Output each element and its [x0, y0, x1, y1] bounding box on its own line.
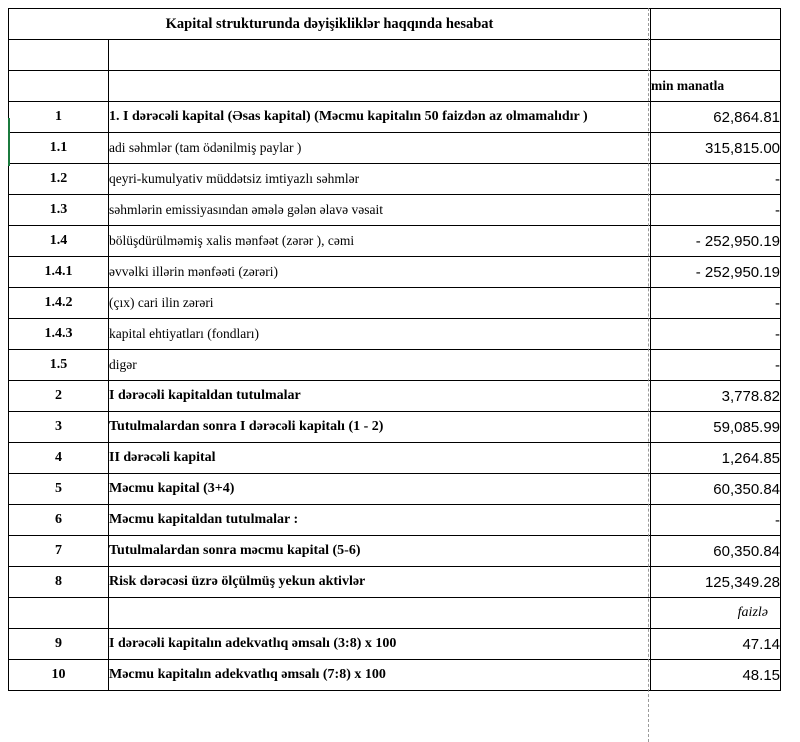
row-description: (çıx) cari ilin zərəri — [109, 288, 651, 319]
table-row — [9, 319, 781, 350]
row-value: - — [651, 505, 781, 536]
row-description: bölüşdürülməmiş xalis mənfəət (zərər ), cəmi — [109, 226, 651, 257]
row-number: 5 — [9, 474, 109, 505]
table-row — [9, 474, 781, 505]
row-value: - — [651, 350, 781, 381]
active-cell-marker — [8, 118, 10, 166]
row-description: Risk dərəcəsi üzrə ölçülmüş yekun aktivlər — [109, 567, 651, 598]
spacer-cell-val — [651, 40, 781, 71]
table-row — [9, 381, 781, 412]
table-row — [9, 288, 781, 319]
table-row — [9, 567, 781, 598]
title-right-spacer — [651, 9, 781, 40]
unit-row-num-spacer — [9, 71, 109, 102]
row-number: 7 — [9, 536, 109, 567]
row-number: 1.2 — [9, 164, 109, 195]
table-row — [9, 195, 781, 226]
unit-row — [9, 71, 781, 102]
row-description: II dərəcəli kapital — [109, 443, 651, 474]
table-row — [9, 350, 781, 381]
unit-row-desc-spacer — [109, 71, 651, 102]
row-number: 2 — [9, 381, 109, 412]
row-value: - — [651, 319, 781, 350]
row-number: 3 — [9, 412, 109, 443]
row-number: 1.1 — [9, 133, 109, 164]
percent-unit-row — [9, 598, 781, 629]
spacer-cell-num — [9, 40, 109, 71]
row-description: I dərəcəli kapitaldan tutulmalar — [109, 381, 651, 412]
row-value: 60,350.84 — [651, 536, 781, 567]
unit-label: min manatla — [651, 71, 781, 102]
row-number: 4 — [9, 443, 109, 474]
table-row — [9, 443, 781, 474]
row-value: 59,085.99 — [651, 412, 781, 443]
table-row — [9, 505, 781, 536]
row-number: 6 — [9, 505, 109, 536]
spacer-row-1 — [9, 40, 781, 71]
spreadsheet-sheet — [0, 8, 800, 742]
row-number: 9 — [9, 629, 109, 660]
row-description: adi səhmlər (tam ödənilmiş paylar ) — [109, 133, 651, 164]
row-number: 1.4.3 — [9, 319, 109, 350]
table-row — [9, 660, 781, 691]
row-description: Tutulmalardan sonra I dərəcəli kapitalı (1 - 2) — [109, 412, 651, 443]
row-description: Məcmu kapital (3+4) — [109, 474, 651, 505]
row-description: 1. I dərəcəli kapital (Əsas kapital) (Məcmu kapitalın 50 faizdən az olmamalıdır ) — [109, 102, 651, 133]
row-value: 125,349.28 — [651, 567, 781, 598]
row-number: 1.4.2 — [9, 288, 109, 319]
row-value: - 252,950.19 — [651, 226, 781, 257]
percent-row-desc-spacer — [109, 598, 651, 629]
table-row — [9, 536, 781, 567]
table-row — [9, 226, 781, 257]
row-value: - — [651, 195, 781, 226]
row-description: I dərəcəli kapitalın adekvatlıq əmsalı (3:8) x 100 — [109, 629, 651, 660]
row-number: 1.4 — [9, 226, 109, 257]
row-description: qeyri-kumulyativ müddətsiz imtiyazlı səhmlər — [109, 164, 651, 195]
table-row — [9, 133, 781, 164]
title-row — [9, 9, 781, 40]
percent-label: faizlə — [651, 598, 781, 629]
row-value: - — [651, 288, 781, 319]
capital-structure-report-table — [8, 8, 781, 691]
row-number: 10 — [9, 660, 109, 691]
row-description: Tutulmalardan sonra məcmu kapital (5-6) — [109, 536, 651, 567]
table-row — [9, 629, 781, 660]
row-description: səhmlərin emissiyasından əmələ gələn əlavə vəsait — [109, 195, 651, 226]
report-title: Kapital strukturunda dəyişikliklər haqqında hesabat — [9, 9, 651, 40]
row-number: 8 — [9, 567, 109, 598]
row-description: digər — [109, 350, 651, 381]
row-description: Məcmu kapitalın adekvatlıq əmsalı (7:8) x 100 — [109, 660, 651, 691]
row-number: 1.3 — [9, 195, 109, 226]
row-value: 60,350.84 — [651, 474, 781, 505]
row-value: 47.14 — [651, 629, 781, 660]
row-value: 3,778.82 — [651, 381, 781, 412]
row-value: 315,815.00 — [651, 133, 781, 164]
row-value: - — [651, 164, 781, 195]
table-row — [9, 257, 781, 288]
row-value: 48.15 — [651, 660, 781, 691]
row-number: 1.5 — [9, 350, 109, 381]
row-value: 1,264.85 — [651, 443, 781, 474]
row-value: - 252,950.19 — [651, 257, 781, 288]
table-row — [9, 412, 781, 443]
row-description: kapital ehtiyatları (fondları) — [109, 319, 651, 350]
percent-row-num-spacer — [9, 598, 109, 629]
row-number: 1 — [9, 102, 109, 133]
table-row — [9, 102, 781, 133]
row-number: 1.4.1 — [9, 257, 109, 288]
table-row — [9, 164, 781, 195]
row-value: 62,864.81 — [651, 102, 781, 133]
row-description: Məcmu kapitaldan tutulmalar : — [109, 505, 651, 536]
row-description: əvvəlki illərin mənfəəti (zərəri) — [109, 257, 651, 288]
spacer-cell-desc — [109, 40, 651, 71]
